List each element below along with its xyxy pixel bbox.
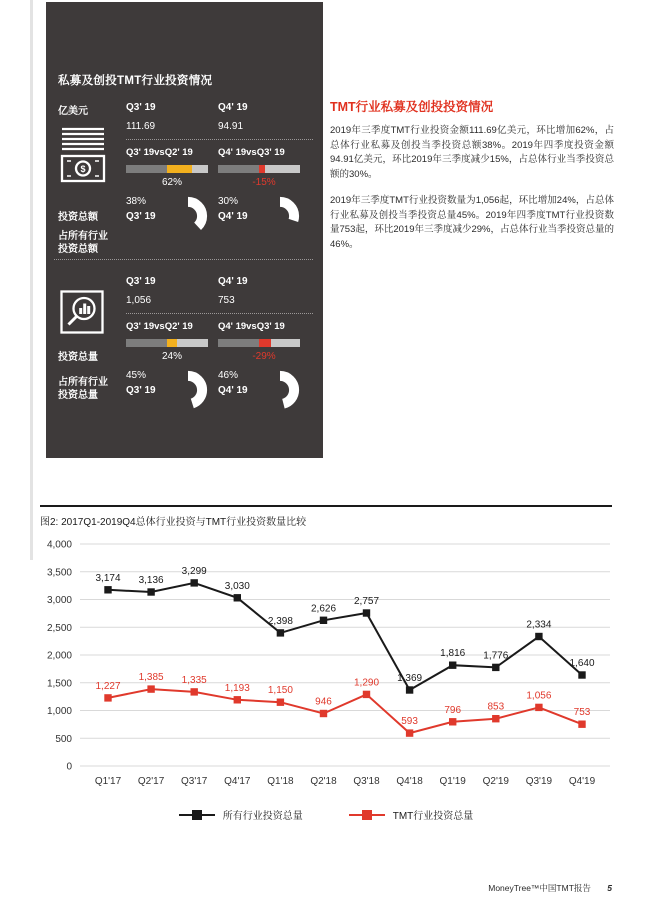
legend-marker-black xyxy=(179,814,215,816)
svg-text:1,150: 1,150 xyxy=(267,685,293,697)
svg-text:2,398: 2,398 xyxy=(267,615,293,627)
amount-share-q4-quarter: Q4' 19 xyxy=(218,210,248,222)
pe-vc-tmt-stat-panel xyxy=(46,2,323,458)
change-pct-row xyxy=(126,351,313,362)
legend-marker-red xyxy=(349,814,385,816)
svg-text:1,335: 1,335 xyxy=(181,674,207,686)
svg-text:2,000: 2,000 xyxy=(46,650,72,662)
svg-text:500: 500 xyxy=(55,733,72,745)
count-caption: 投资总量 xyxy=(58,352,98,363)
svg-text:2,334: 2,334 xyxy=(526,619,552,631)
share-row xyxy=(126,369,313,421)
svg-text:Q1'19: Q1'19 xyxy=(439,776,466,787)
q3-header: Q3' 19 xyxy=(126,102,156,113)
amount-change-q4: -15% xyxy=(252,177,276,188)
panel-title: 私募及创投TMT行业投资情况 xyxy=(58,75,213,87)
svg-text:3,500: 3,500 xyxy=(46,567,72,579)
svg-text:Q3'18: Q3'18 xyxy=(353,776,380,787)
amount-caption: 投资总额 xyxy=(58,212,98,223)
quarter-header-row xyxy=(126,102,313,113)
vs-q4q3-header: Q4' 19vsQ3' 19 xyxy=(218,147,285,158)
count-change-bar-q4 xyxy=(218,339,300,347)
count-value-row xyxy=(126,295,313,306)
count-change-q4: -29% xyxy=(252,351,276,362)
amount-q4-value: 94.91 xyxy=(218,121,244,132)
count-share-q3-donut xyxy=(168,370,208,410)
amount-share-q4-pct: 30% xyxy=(218,196,239,207)
page-number: 5 xyxy=(607,883,612,893)
count-share-q3-pct: 45% xyxy=(126,370,147,381)
magnifier-barchart-icon xyxy=(60,290,104,334)
article-paragraph-2: 2019年三季度TMT行业投资数量为1,056起，环比增加24%，占总体行业私募及创投当季投资总量45%。2019年四季度TMT行业投资数量753起，环比2019年三季度减少29%，占总体行业当季投资总量的46%。 xyxy=(330,194,614,251)
figure-title: 图2: 2017Q1-2019Q4总体行业投资与TMT行业投资数量比较 xyxy=(40,517,307,528)
investment-amount-section xyxy=(58,102,313,255)
svg-text:3,299: 3,299 xyxy=(181,565,207,577)
svg-text:Q2'18: Q2'18 xyxy=(310,776,337,787)
count-share-caption: 占所有行业 投资总量 xyxy=(58,377,108,401)
page-spine-shadow xyxy=(30,0,33,560)
figure-2 xyxy=(40,505,612,822)
q4-header: Q4' 19 xyxy=(218,276,248,287)
dotted-divider xyxy=(126,139,313,140)
svg-text:1,193: 1,193 xyxy=(224,682,250,694)
dotted-divider xyxy=(126,313,313,314)
svg-text:753: 753 xyxy=(573,707,591,719)
svg-text:2,500: 2,500 xyxy=(46,622,72,634)
svg-text:Q3'19: Q3'19 xyxy=(525,776,553,787)
svg-text:0: 0 xyxy=(66,761,72,773)
svg-text:1,385: 1,385 xyxy=(138,672,164,684)
svg-text:Q4'18: Q4'18 xyxy=(396,776,423,787)
share-row xyxy=(126,195,313,247)
svg-text:Q4'17: Q4'17 xyxy=(224,776,251,787)
investment-count-section xyxy=(58,276,313,421)
count-q4-value: 753 xyxy=(218,295,235,306)
banknotes-icon xyxy=(60,126,106,184)
svg-text:593: 593 xyxy=(401,716,418,728)
svg-text:1,640: 1,640 xyxy=(569,658,595,669)
svg-text:3,136: 3,136 xyxy=(138,575,164,586)
svg-text:Q2'17: Q2'17 xyxy=(137,776,165,787)
svg-text:3,174: 3,174 xyxy=(95,572,121,584)
svg-text:Q3'17: Q3'17 xyxy=(181,776,208,787)
svg-text:3,030: 3,030 xyxy=(224,580,250,592)
amount-value-row xyxy=(126,121,313,132)
count-share-q4-quarter: Q4' 19 xyxy=(218,384,248,396)
svg-text:Q1'17: Q1'17 xyxy=(94,776,122,787)
change-bar-row xyxy=(126,165,313,173)
vs-q4q3-header: Q4' 19vsQ3' 19 xyxy=(218,321,285,332)
amount-change-bar-q4 xyxy=(218,165,300,173)
amount-share-caption: 占所有行业 投资总额 xyxy=(58,231,108,255)
amount-q3-value: 111.69 xyxy=(126,121,156,132)
amount-share-q3-pct: 38% xyxy=(126,196,147,207)
count-share-q3-quarter: Q3' 19 xyxy=(126,384,156,396)
article-column xyxy=(330,97,614,264)
chart-legend xyxy=(40,807,612,822)
legend-item-tmt: TMT行业投资总量 xyxy=(349,807,474,822)
legend-item-all-industries: 所有行业投资总量 xyxy=(179,807,303,822)
svg-text:853: 853 xyxy=(487,701,505,713)
svg-text:2,757: 2,757 xyxy=(353,596,380,607)
vs-q3q2-header: Q3' 19vsQ2' 19 xyxy=(126,147,193,158)
quarter-header-row xyxy=(126,276,313,287)
amount-change-q3: 62% xyxy=(161,177,182,188)
count-share-q4-pct: 46% xyxy=(218,370,239,381)
amount-share-q4-donut xyxy=(260,196,300,236)
svg-text:Q4'19: Q4'19 xyxy=(568,776,596,787)
section-divider xyxy=(54,259,313,260)
page-footer xyxy=(40,882,612,894)
q4-header: Q4' 19 xyxy=(218,102,248,113)
vs-q3q2-header: Q3' 19vsQ2' 19 xyxy=(126,321,193,332)
vs-header-row xyxy=(126,321,313,332)
q3-header: Q3' 19 xyxy=(126,276,156,287)
svg-text:1,290: 1,290 xyxy=(353,677,380,689)
vs-header-row xyxy=(126,147,313,158)
article-heading: TMT行业私募及创投投资情况 xyxy=(330,100,494,114)
svg-text:1,369: 1,369 xyxy=(397,673,423,684)
svg-text:2,626: 2,626 xyxy=(310,603,337,615)
change-pct-row xyxy=(126,177,313,188)
svg-text:3,000: 3,000 xyxy=(46,595,72,606)
svg-text:4,000: 4,000 xyxy=(46,539,72,551)
count-change-bar-q3 xyxy=(126,339,208,347)
svg-text:946: 946 xyxy=(315,696,332,708)
svg-text:1,000: 1,000 xyxy=(46,706,72,717)
svg-text:1,776: 1,776 xyxy=(483,650,509,662)
amount-change-bar-q3 xyxy=(126,165,208,173)
footer-brand: MoneyTree™中国TMT报告 xyxy=(488,883,591,893)
svg-text:1,056: 1,056 xyxy=(526,690,552,702)
unit-label: 亿美元 xyxy=(58,106,88,117)
svg-text:1,227: 1,227 xyxy=(95,680,121,692)
svg-text:Q2'19: Q2'19 xyxy=(482,776,509,787)
svg-text:1,500: 1,500 xyxy=(46,678,72,690)
investment-trend-line-chart xyxy=(40,534,612,807)
svg-text:1,816: 1,816 xyxy=(440,648,466,660)
count-share-q4-donut xyxy=(260,370,300,410)
count-change-q3: 24% xyxy=(161,351,182,362)
svg-text:$: $ xyxy=(80,164,86,174)
svg-text:Q1'18: Q1'18 xyxy=(267,776,294,787)
count-q3-value: 1,056 xyxy=(126,295,152,306)
amount-share-q3-quarter: Q3' 19 xyxy=(126,210,156,222)
change-bar-row xyxy=(126,339,313,347)
article-paragraph-1: 2019年三季度TMT行业投资金额111.69亿美元，环比增加62%，占总体行业私募及创投当季投资总额38%。2019年四季度投资金额94.91亿美元，环比2019年三季度减少15%，占总体行业当季投资总额的30%。 xyxy=(330,125,614,181)
amount-share-q3-donut xyxy=(168,196,208,236)
svg-text:796: 796 xyxy=(444,704,462,716)
